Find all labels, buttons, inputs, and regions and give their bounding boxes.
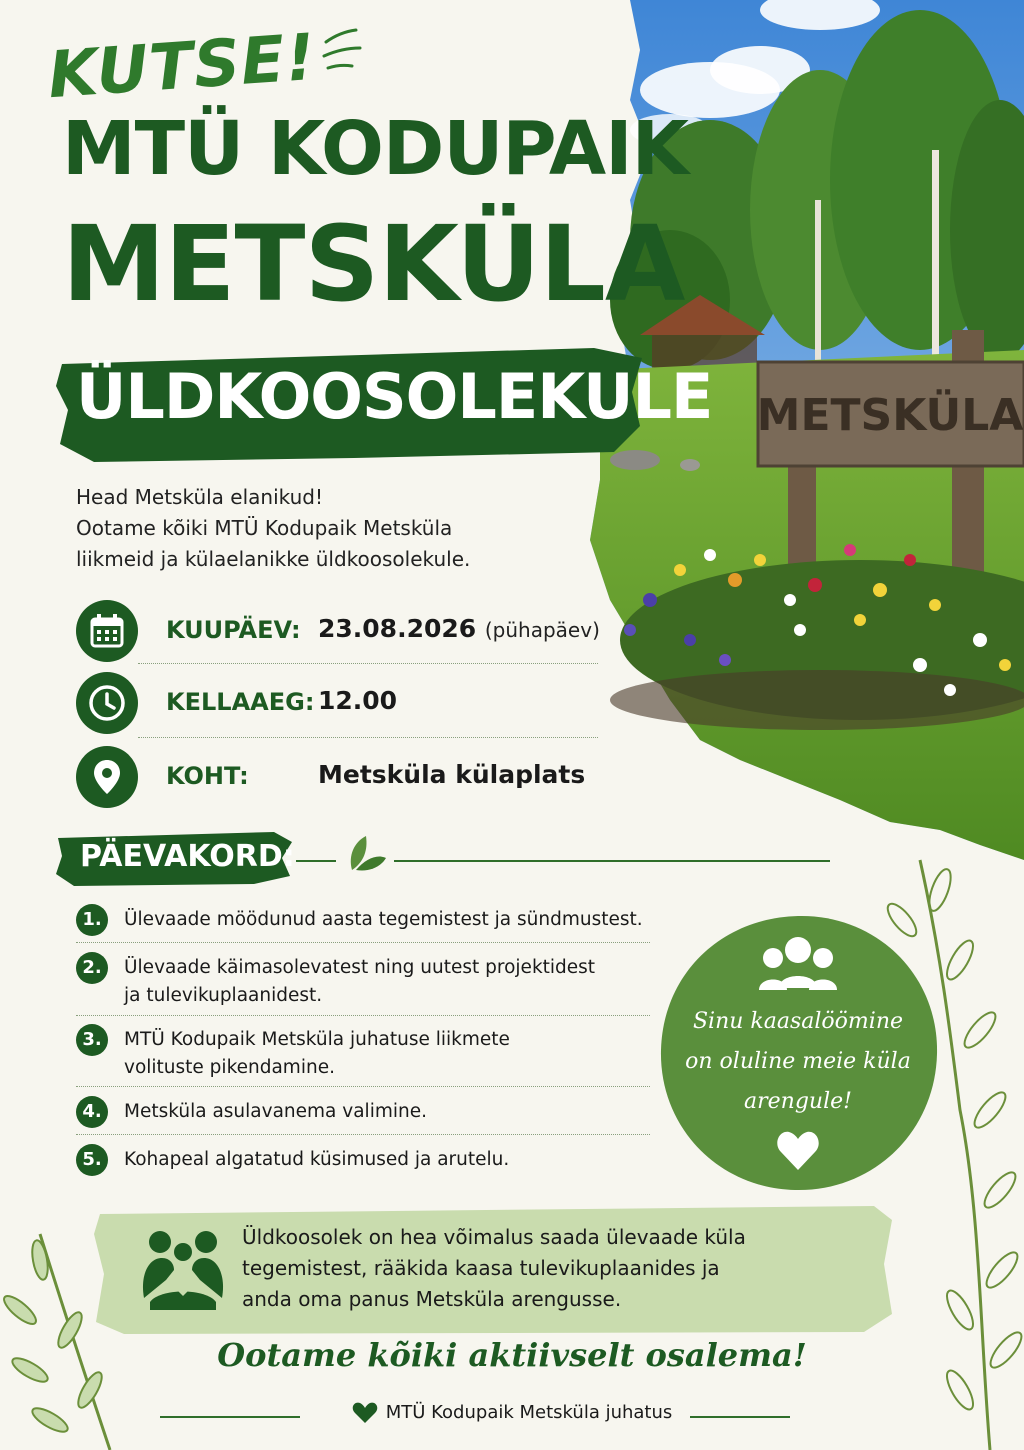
closing-text: Ootame kõiki aktiivselt osalema! (217, 1336, 807, 1374)
callout-line: arengule! (744, 1089, 852, 1114)
footer-rule (160, 1416, 300, 1418)
time-label: KELLAAEG: (166, 688, 315, 716)
title-banner-text: ÜLDKOOSOLEKULE (76, 360, 713, 433)
footer-signature (300, 1402, 724, 1424)
divider (76, 1134, 650, 1135)
location-label: KOHT: (166, 762, 249, 790)
agenda-line: Ülevaade möödunud aasta tegemistest ja sündmustest. (124, 909, 643, 930)
accent-strokes (318, 28, 368, 78)
divider (76, 1015, 650, 1016)
agenda-text (124, 1026, 510, 1082)
agenda-number: 4. (76, 1096, 108, 1128)
agenda-text (124, 954, 595, 1010)
weekday-note: (pühapäev) (484, 618, 600, 642)
date-value (318, 614, 600, 643)
agenda-number: 2. (76, 952, 108, 984)
divider (76, 1086, 650, 1087)
agenda-line: ja tulevikuplaanidest. (124, 985, 323, 1006)
info-line: Üldkoosolek on hea võimalus saada ülevaade küla (242, 1225, 746, 1249)
detail-date (76, 600, 598, 662)
time-value: 12.00 (318, 686, 398, 715)
intro-text (76, 482, 470, 575)
kutse-heading: KUTSE! (45, 20, 319, 114)
intro-line: Head Metsküla elanikud! (76, 485, 323, 509)
callout-line: Sinu kaasalöömine (692, 1009, 904, 1034)
leaf-icon (344, 834, 388, 874)
footer-rule (690, 1416, 790, 1418)
agenda-number: 5. (76, 1144, 108, 1176)
detail-location (76, 746, 598, 808)
detail-time (76, 672, 598, 734)
info-line: anda oma panus Metsküla arengusse. (242, 1287, 622, 1311)
agenda-text (124, 1146, 509, 1174)
date-text: 23.08.2026 (318, 614, 477, 643)
intro-line: liikmeid ja külaelanikke üldkoosolekule. (76, 547, 471, 571)
title-line-1: MTÜ KODUPAIK (62, 106, 688, 192)
agenda-line: Ülevaade käimasolevatest ning uutest projektidest (124, 957, 596, 978)
date-label: KUUPÄEV: (166, 616, 301, 644)
agenda-line: Kohapeal algatatud küsimused ja arutelu. (124, 1149, 510, 1170)
heart-icon (352, 1402, 378, 1424)
location-pin-icon (76, 746, 138, 808)
agenda-line: MTÜ Kodupaik Metsküla juhatuse liikmete (124, 1029, 510, 1050)
agenda-title: PÄEVAKORD: (80, 839, 295, 874)
info-text (242, 1222, 746, 1315)
intro-line: Ootame kõiki MTÜ Kodupaik Metsküla (76, 516, 453, 540)
community-heart-icon (140, 1228, 226, 1312)
info-line: tegemistest, rääkida kaasa tulevikuplaanides ja (242, 1256, 720, 1280)
location-value: Metsküla külaplats (318, 760, 586, 789)
agenda-text (124, 906, 643, 934)
footer-text: MTÜ Kodupaik Metsküla juhatus (385, 1402, 673, 1423)
agenda-line: Metsküla asulavanema valimine. (124, 1101, 427, 1122)
agenda-rule (394, 860, 830, 862)
agenda-number: 3. (76, 1024, 108, 1056)
calendar-icon (76, 600, 138, 662)
agenda-rule (296, 860, 336, 862)
agenda-number: 1. (76, 904, 108, 936)
sign-text: METSKÜLA (756, 390, 1024, 441)
agenda-text (124, 1098, 427, 1126)
clock-icon (76, 672, 138, 734)
divider (138, 663, 598, 664)
divider (76, 942, 650, 943)
callout-line: on oluline meie küla (685, 1049, 911, 1074)
agenda-line: volituste pikendamine. (124, 1057, 335, 1078)
divider (138, 737, 598, 738)
title-line-2: METSKÜLA (62, 203, 685, 325)
